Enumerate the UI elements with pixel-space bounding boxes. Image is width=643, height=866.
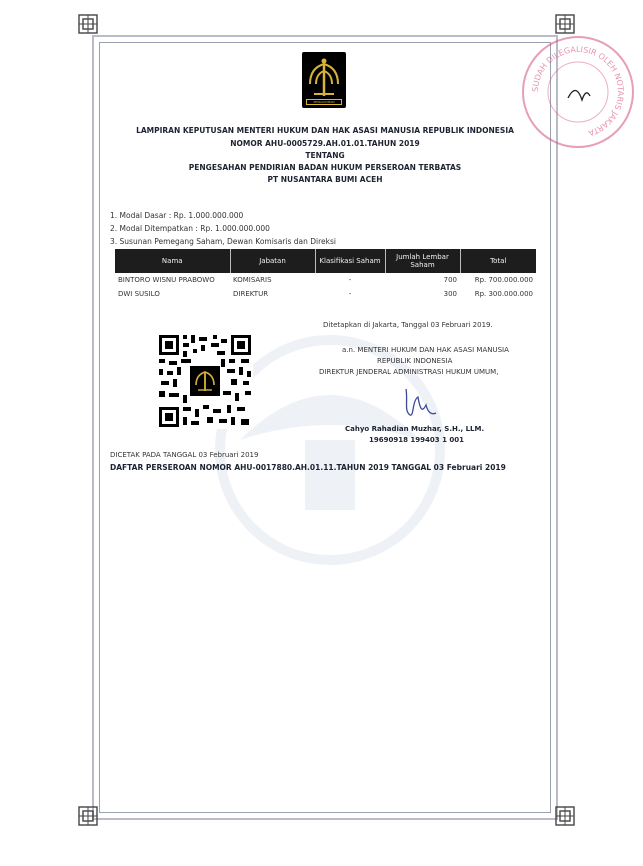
qr-code-icon [157, 333, 253, 429]
company-name: PT NUSANTARA BUMI ACEH [267, 175, 383, 184]
decree-title: LAMPIRAN KEPUTUSAN MENTERI HUKUM DAN HAK ASASI MANUSIA REPUBLIK INDONESIA [136, 126, 514, 135]
shareholder-name: BINTORO WISNU PRABOWO [118, 276, 215, 284]
corner-ornament-bottom-right [555, 806, 575, 826]
decree-number: NOMOR AHU-0005729.AH.01.01.TAHUN 2019 [230, 139, 420, 148]
verification-qr-code [157, 333, 253, 429]
corner-ornament-bottom-left [78, 806, 98, 826]
corner-ornament-top-right [555, 14, 575, 34]
shareholder-share-class: - [348, 290, 352, 298]
signatory-position: DIREKTUR JENDERAL ADMINISTRASI HUKUM UMUM, [319, 368, 499, 376]
column-header-total: Total [460, 249, 536, 273]
column-header-share-count: Jumlah Lembar Saham [385, 249, 460, 273]
shareholder-position: KOMISARIS [233, 276, 272, 284]
logo-caption: PENGAYOMAN [306, 99, 342, 105]
decree-subject: PENGESAHAN PENDIRIAN BADAN HUKUM PERSEROAN TERBATAS [188, 163, 462, 172]
column-header-position: Jabatan [230, 249, 315, 273]
shareholder-share-count: 300 [443, 290, 457, 298]
shareholder-name: DWI SUSILO [118, 290, 160, 298]
corner-ornament-top-left [78, 14, 98, 34]
shareholder-table [115, 249, 536, 301]
signatory-name: Cahyo Rahadian Muzhar, S.H., LLM. [345, 425, 485, 433]
printed-date: DICETAK PADA TANGGAL 03 Februari 2019 [110, 451, 259, 459]
table-header-row [115, 249, 536, 273]
ministry-logo [302, 52, 346, 108]
column-header-name: Nama [115, 249, 230, 273]
authorized-capital: 1. Modal Dasar : Rp. 1.000.000.000 [110, 211, 244, 220]
table-row [115, 287, 536, 301]
stamp-text: SUDAH DILEGALISIR OLEH NOTARIS JAKARTA [530, 44, 626, 138]
place-and-date: Ditetapkan di Jakarta, Tanggal 03 Februari 2019. [323, 321, 493, 329]
on-behalf-of: a.n. MENTERI HUKUM DAN HAK ASASI MANUSIA [342, 346, 509, 354]
shareholder-position: DIREKTUR [233, 290, 269, 298]
registry-number: DAFTAR PERSEROAN NOMOR AHU-0017880.AH.01.11.TAHUN 2019 TANGGAL 03 Februari 2019 [110, 463, 506, 472]
shareholder-share-count: 700 [443, 276, 457, 284]
signatory-nip: 19690918 199403 1 001 [369, 436, 464, 444]
shareholder-total: Rp. 700.000.000 [474, 276, 533, 284]
shareholder-total: Rp. 300.000.000 [474, 290, 533, 298]
table-row [115, 273, 536, 287]
decree-about: TENTANG [305, 151, 345, 160]
shareholder-structure-heading: 3. Susunan Pemegang Saham, Dewan Komisaris dan Direksi [110, 237, 336, 246]
shareholder-share-class: - [348, 276, 352, 284]
issued-capital: 2. Modal Ditempatkan : Rp. 1.000.000.000 [110, 224, 270, 233]
republic-label: REPUBLIK INDONESIA [377, 357, 453, 365]
handwritten-signature [398, 383, 442, 423]
column-header-share-class: Klasifikasi Saham [315, 249, 385, 273]
